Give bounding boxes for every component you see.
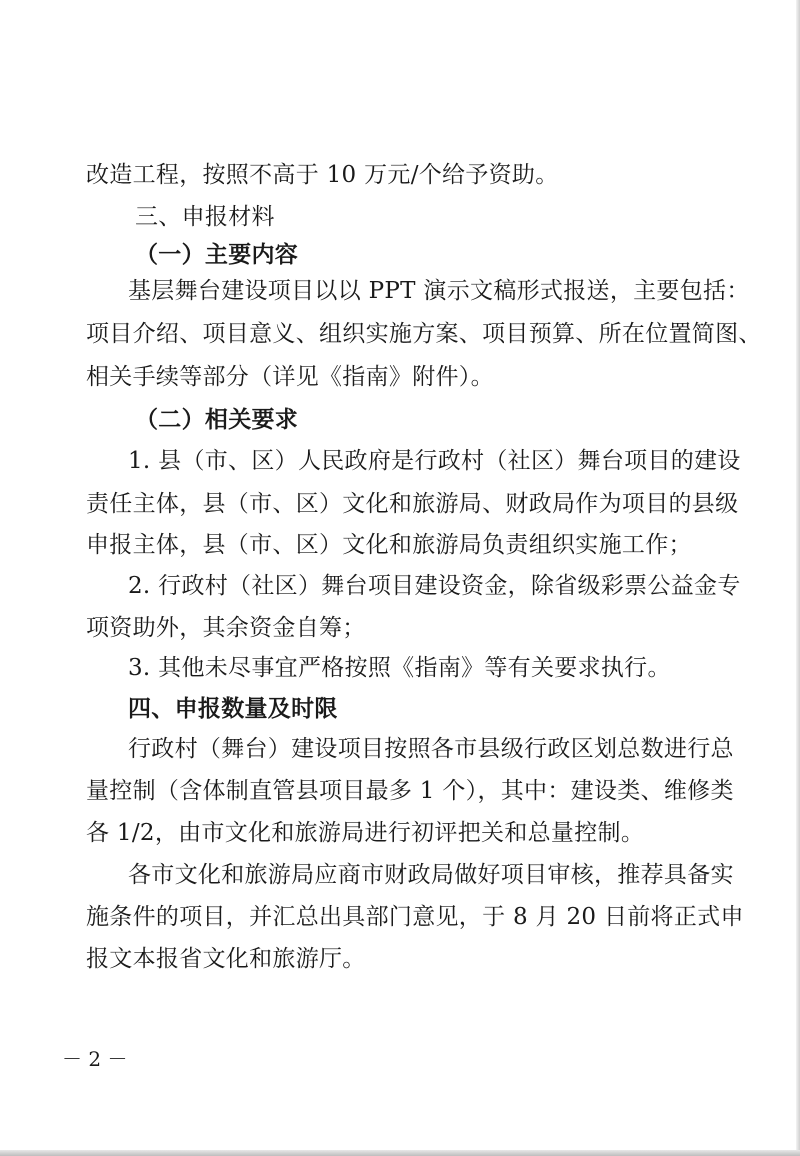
paragraph-line-16: 量控制（含体制直管县项目最多 1 个），其中：建设类、维修类 [86, 778, 734, 804]
paragraph-line-6: 相关手续等部分（详见《指南》附件）。 [86, 364, 494, 390]
subsection-heading-main-content: （一）主要内容 [135, 241, 299, 268]
scan-edge-bottom [0, 1150, 800, 1156]
paragraph-line-19: 施条件的项目，并汇总出具部门意见，于 8 月 20 日前将正式申 [86, 904, 744, 930]
paragraph-line-18: 各市文化和旅游局应商市财政局做好项目审核，推荐具备实 [128, 862, 734, 888]
paragraph-line-4: 基层舞台建设项目以以 PPT 演示文稿形式报送，主要包括： [128, 278, 750, 304]
paragraph-line-20: 报文本报省文化和旅游厅。 [86, 946, 366, 972]
paragraph-line-15: 行政村（舞台）建设项目按照各市县级行政区划总数进行总 [128, 736, 734, 762]
section-heading-3: 三、申报材料 [135, 204, 275, 230]
scan-edge-right [796, 0, 800, 1156]
paragraph-line-17: 各 1/2，由市文化和旅游局进行初评把关和总量控制。 [86, 820, 645, 846]
paragraph-line-13: 3. 其他未尽事宜严格按照《指南》等有关要求执行。 [128, 655, 671, 681]
paragraph-line-12: 项资助外，其余资金自筹； [86, 615, 366, 641]
paragraph-line-9: 责任主体，县（市、区）文化和旅游局、财政局作为项目的县级 [86, 491, 739, 517]
paragraph-line-11: 2. 行政村（社区）舞台项目建设资金，除省级彩票公益金专 [128, 573, 741, 599]
section-heading-4: 四、申报数量及时限 [128, 695, 338, 722]
page-number: － 2 － [62, 1047, 128, 1071]
paragraph-line-5: 项目介绍、项目意义、组织实施方案、项目预算、所在位置简图、 [86, 321, 762, 347]
paragraph-line-10: 申报主体，县（市、区）文化和旅游局负责组织实施工作； [86, 532, 692, 558]
paragraph-line-1: 改造工程，按照不高于 10 万元/个给予资助。 [86, 162, 559, 188]
paragraph-line-8: 1. 县（市、区）人民政府是行政村（社区）舞台项目的建设 [128, 448, 741, 474]
subsection-heading-requirements: （二）相关要求 [135, 406, 299, 433]
